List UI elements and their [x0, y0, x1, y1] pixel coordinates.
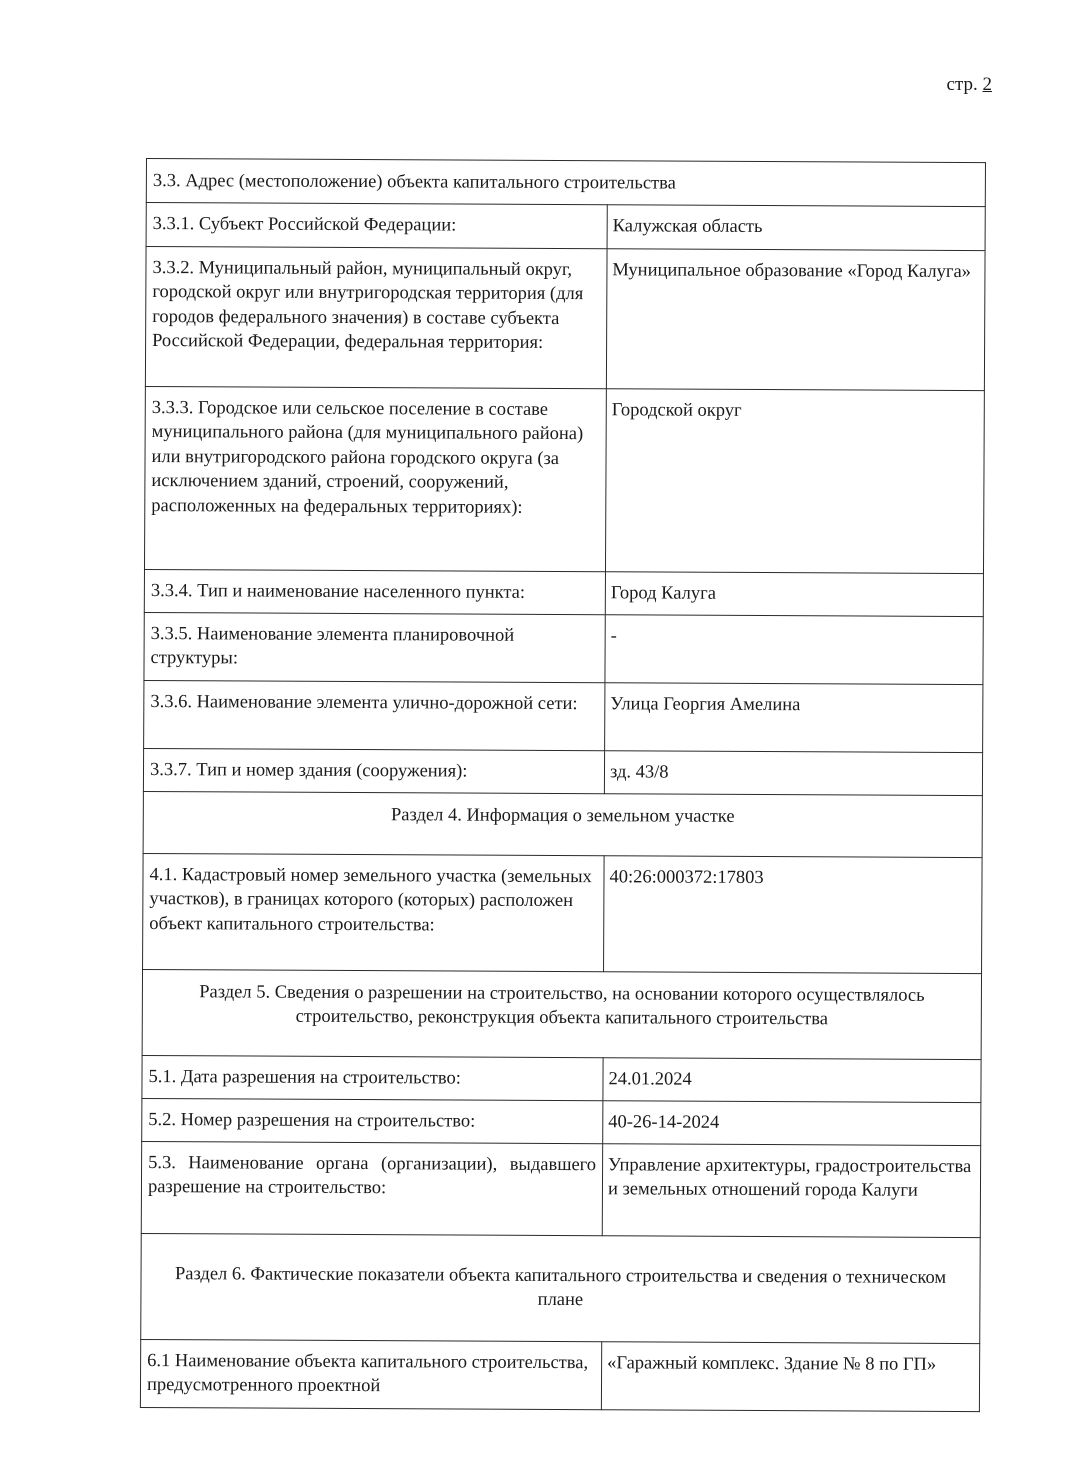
section-header-row — [141, 1233, 981, 1343]
address-header-row — [146, 159, 985, 207]
row-value: 24.01.2024 — [603, 1057, 981, 1102]
section-4-title: Раздел 4. Информация о земельном участке — [143, 791, 982, 857]
row-label: 3.3.2. Муниципальный район, муниципальный округ, городской округ или внутригородская территория (для городов федерального значения) в составе субъекта Российской Федерации, федеральная территория: — [145, 246, 607, 388]
table-row — [144, 386, 984, 573]
table-row — [144, 680, 983, 752]
row-value: Калужская область — [607, 204, 985, 250]
row-value: Улица Георгия Амелина — [605, 682, 983, 752]
row-value: Муниципальное образование «Город Калуга» — [606, 248, 985, 390]
address-header: 3.3. Адрес (местоположение) объекта капитального строительства — [146, 159, 985, 207]
row-label: 3.3.5. Наименование элемента планировочной структуры: — [144, 612, 605, 682]
page-number-value: 2 — [982, 74, 992, 95]
section-header-row — [142, 969, 981, 1059]
row-label: 5.1. Дата разрешения на строительство: — [142, 1055, 603, 1100]
section-5-title: Раздел 5. Сведения о разрешении на строительство, на основании которого осуществлялось строительство, реконструкция объекта капитального строительства — [142, 969, 981, 1059]
table-row — [143, 748, 982, 795]
page-number — [947, 74, 992, 96]
table-row — [145, 246, 985, 390]
row-value: «Гаражный комплекс. Здание № 8 по ГП» — [601, 1341, 979, 1411]
row-value: 40-26-14-2024 — [603, 1100, 981, 1145]
table-row — [142, 1055, 981, 1102]
row-value: Управление архитектуры, градостроительства и земельных отношений города Калуги — [602, 1143, 980, 1237]
row-value: Город Калуга — [605, 571, 983, 616]
row-value: 40:26:000372:17803 — [604, 855, 983, 973]
row-label: 3.3.4. Тип и наименование населенного пункта: — [144, 569, 605, 614]
row-label: 4.1. Кадастровый номер земельного участка (земельных участков), в границах которого (которых) расположен объект капитального строительства: — [143, 853, 605, 971]
section-6-title: Раздел 6. Фактические показатели объекта капитального строительства и сведения о техническом плане — [141, 1233, 981, 1343]
document-table — [140, 158, 986, 1412]
row-label: 6.1 Наименование объекта капитального строительства, предусмотренного проектной — [140, 1339, 601, 1409]
table-row — [142, 1098, 981, 1145]
row-label: 3.3.7. Тип и номер здания (сооружения): — [143, 748, 604, 793]
table-row — [141, 1141, 980, 1237]
row-value: - — [605, 614, 983, 684]
row-label: 5.2. Номер разрешения на строительство: — [142, 1098, 603, 1143]
table-row — [144, 569, 983, 616]
table-row — [143, 853, 983, 973]
table-row — [144, 612, 983, 684]
row-label: 5.3. Наименование органа (организации), выдавшего разрешение на строительство: — [141, 1141, 602, 1235]
page-prefix: стр. — [946, 74, 978, 95]
row-label: 3.3.1. Субъект Российской Федерации: — [146, 202, 607, 248]
row-label: 3.3.6. Наименование элемента улично-дорожной сети: — [144, 680, 605, 750]
row-value: зд. 43/8 — [604, 750, 982, 795]
row-label: 3.3.3. Городское или сельское поселение в составе муниципального района (для муниципального района) или внутригородского района городского округа (за исключением зданий, строений, сооружений, расположенных на федеральных территориях): — [144, 386, 606, 571]
table-row — [140, 1339, 979, 1411]
table-row — [146, 202, 985, 250]
section-header-row — [143, 791, 982, 857]
row-value: Городской округ — [605, 388, 984, 573]
